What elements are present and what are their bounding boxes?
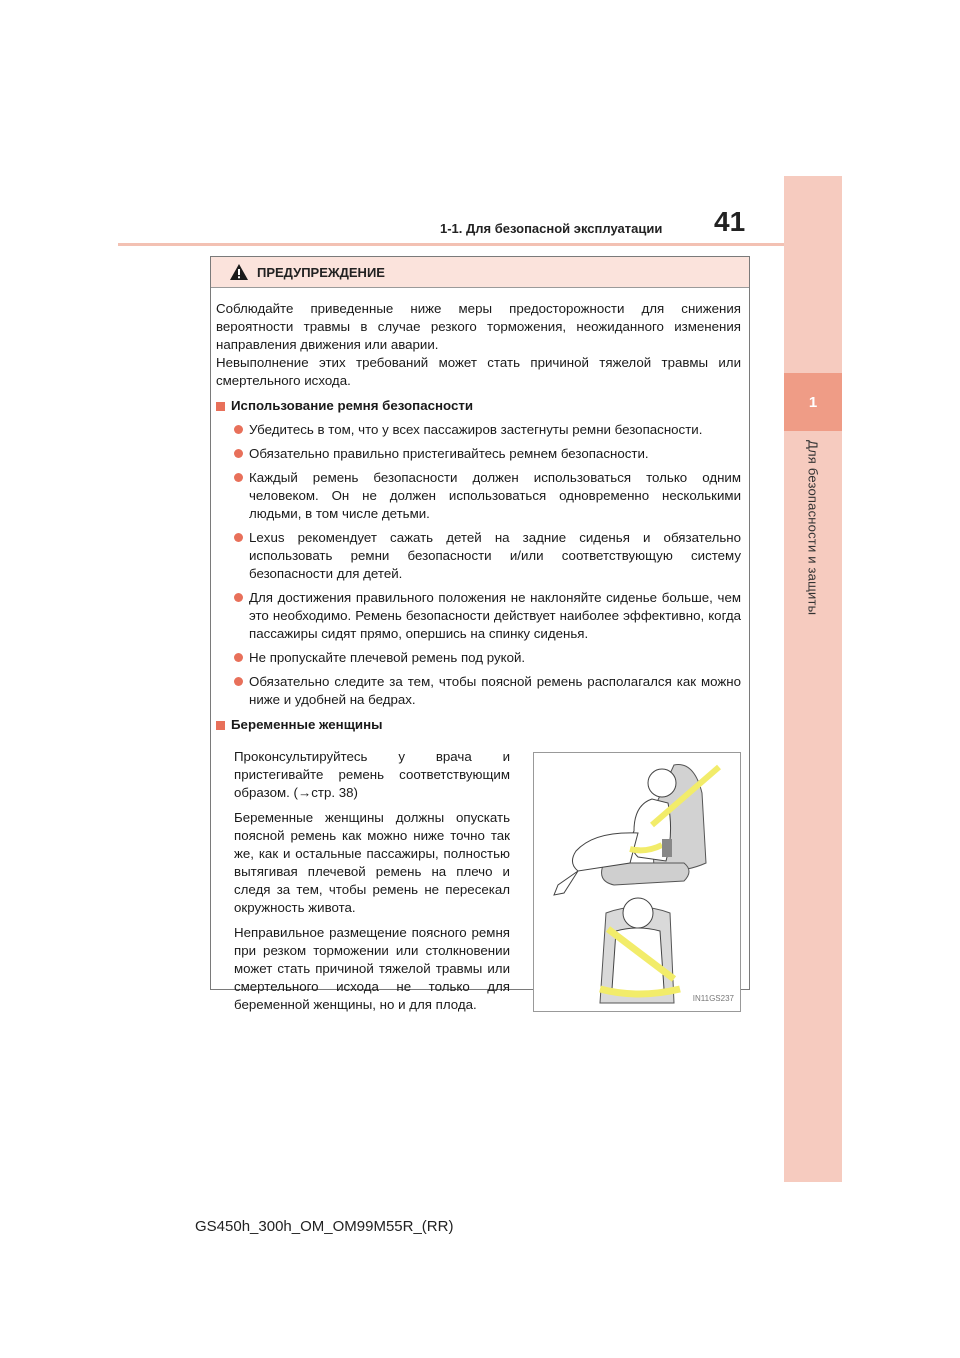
chapter-number: 1 bbox=[784, 373, 842, 431]
warning-triangle-icon bbox=[229, 263, 249, 281]
warning-box bbox=[210, 256, 750, 1012]
round-bullet-icon bbox=[234, 425, 243, 434]
pregnant-text bbox=[234, 748, 510, 1021]
page-number: 41 bbox=[714, 206, 746, 237]
document-code: GS450h_300h_OM_OM99M55R_(RR) bbox=[195, 1218, 454, 1235]
square-bullet-icon bbox=[216, 402, 225, 411]
list-item bbox=[234, 469, 741, 523]
pregnant-paragraph: Проконсультируйтесь у врача и пристегивайте ремень соответствующим образом. (→стр. 38) bbox=[234, 749, 510, 800]
chapter-title-text: Для безопасности и защиты bbox=[805, 440, 821, 616]
list-item bbox=[234, 649, 741, 667]
warning-header bbox=[211, 257, 749, 288]
round-bullet-icon bbox=[234, 653, 243, 662]
list-item-text: Не пропускайте плечевой ремень под рукой. bbox=[249, 650, 526, 665]
side-chapter-tab bbox=[784, 176, 842, 1182]
list-item bbox=[234, 673, 741, 709]
seatbelt-illustration bbox=[533, 752, 741, 1012]
list-item bbox=[234, 589, 741, 643]
list-item bbox=[234, 529, 741, 583]
section-title: 1-1. Для безопасной эксплуатации bbox=[440, 221, 663, 236]
warning-intro-1: Соблюдайте приведенные ниже меры предосторожности для снижения вероятности травмы в случае резкого торможения, неожиданного изменения направления движения или аварии. bbox=[216, 301, 741, 352]
header-divider bbox=[118, 243, 784, 246]
list-item-text: Каждый ремень безопасности должен использоваться только одним человеком. Он не должен использоваться одновременно несколькими людьми, в том числе детьми. bbox=[249, 470, 741, 521]
list-item bbox=[234, 445, 741, 463]
warning-content bbox=[211, 288, 749, 1021]
pregnant-paragraph: Беременные женщины должны опускать поясной ремень как можно ниже точно так же, как и остальные пассажиры, полностью вытягивая плечевой ремень на плечо и следя за тем, чтобы ремень не пересекал окружность живота. bbox=[234, 810, 510, 915]
round-bullet-icon bbox=[234, 677, 243, 686]
round-bullet-icon bbox=[234, 449, 243, 458]
chapter-title-vertical bbox=[784, 440, 842, 640]
list-item-text: Обязательно правильно пристегивайтесь ремнем безопасности. bbox=[249, 446, 649, 461]
section-heading-text: Использование ремня безопасности bbox=[231, 398, 474, 413]
section-heading-seatbelt bbox=[216, 397, 741, 415]
list-item-text: Lexus рекомендует сажать детей на задние сиденья и обязательно использовать ремни безопасности и/или соответствующую систему безопасности для детей. bbox=[249, 530, 741, 581]
pregnant-seatbelt-drawing bbox=[534, 753, 740, 1011]
list-item-text: Убедитесь в том, что у всех пассажиров застегнуты ремни безопасности. bbox=[249, 422, 703, 437]
warning-intro-2: Невыполнение этих требований может стать причиной тяжелой травмы или смертельного исхода. bbox=[216, 355, 741, 388]
section-heading-pregnant bbox=[216, 716, 741, 734]
round-bullet-icon bbox=[234, 533, 243, 542]
pregnant-section bbox=[216, 738, 741, 1021]
square-bullet-icon bbox=[216, 721, 225, 730]
round-bullet-icon bbox=[234, 593, 243, 602]
list-item bbox=[234, 421, 741, 439]
illustration-code: IN11GS237 bbox=[692, 994, 734, 1003]
list-item-text: Для достижения правильного положения не наклоняйте сиденье больше, чем это необходимо. Ремень безопасности действует наиболее эффективно, когда пассажиры сидят прямо, опершись на спинку сиденья. bbox=[249, 590, 741, 641]
pregnant-paragraph: Неправильное размещение поясного ремня при резком торможении или столкновении может стать причиной тяжелой травмы или смертельного исхода не только для беременной женщины, но и для плода. bbox=[234, 925, 510, 1012]
round-bullet-icon bbox=[234, 473, 243, 482]
warning-title: ПРЕДУПРЕЖДЕНИЕ bbox=[257, 264, 385, 280]
list-item-text: Обязательно следите за тем, чтобы поясной ремень располагался как можно ниже и удобней на бедрах. bbox=[249, 674, 741, 707]
section-heading-text: Беременные женщины bbox=[231, 717, 383, 732]
